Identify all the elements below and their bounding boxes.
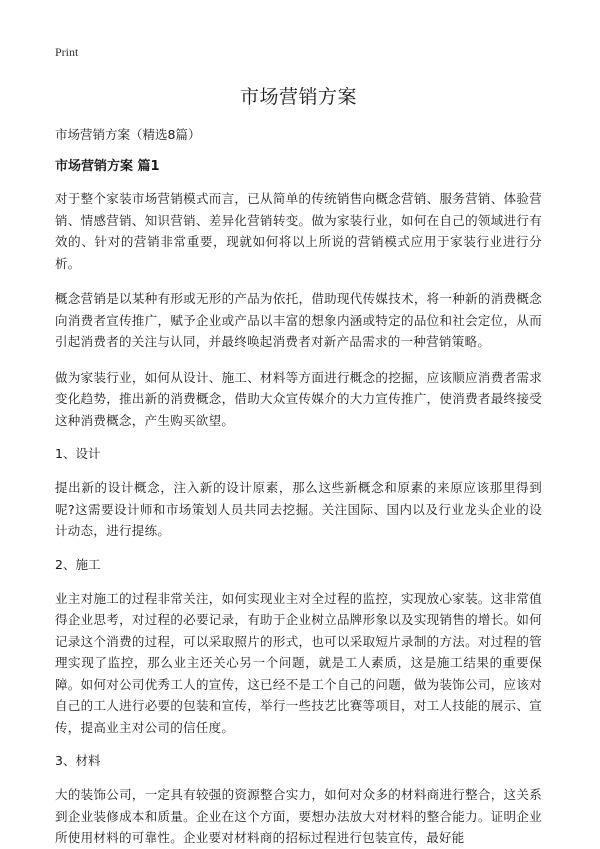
paragraph-intro: 对于整个家装市场营销模式而言，已从简单的传统销售向概念营销、服务营销、体验营销、情感营销、知识营销、差异化营销转变。做为家装行业，如何在自己的领域进行有效的、针对的营销非常重要，现就如何将以上所说的营销模式应用于家装行业进行分析。 [55,191,542,271]
heading-construction: 2、施工 [55,556,101,572]
document-subtitle: 市场营销方案（精选8篇） [55,127,201,142]
paragraph-design: 提出新的设计概念，注入新的设计原素，那么这些新概念和原素的来原应该那里得到呢?这需要设计师和市场策划人员共同去挖掘。关注国际、国内以及行业龙头企业的设计动态，进行提练。 [55,480,542,538]
heading-design: 1、设计 [55,446,101,461]
paragraph-concept-marketing: 概念营销是以某种有形或无形的产品为依托，借助现代传媒技术，将一种新的消费概念向消费者宣传推广，赋予企业或产品以丰富的想象内涵或特定的品位和社会定位，从而引起消费者的关注与认同，并最终唤起消费者对新产品需求的一种营销策略。 [55,291,542,349]
section-title: 市场营销方案 篇1 [55,159,160,174]
paragraph-materials: 大的装饰公司，一定具有较强的资源整合实力，如何对众多的材料商进行整合，这关系到企业装修成本和质量。企业在这个方面，要想办法放大对材料的整合能力。证明企业所使用材料的可靠性。企业要对材料商的招标过程进行包装宣传，最好能 [55,787,542,845]
heading-materials: 3、材料 [55,753,101,768]
paragraph-construction: 业主对施工的过程非常关注，如何实现业主对全过程的监控，实现放心家装。这非常值得企业思考，对过程的必要记录，有助于企业树立品牌形象以及实现销售的增长。如何记录这个消费的过程，可以采取照片的形式，也可以采取短片录制的方法。对过程的管理实现了监控，那么业主还关心另一个问题，就是工人素质，这是施工结果的重要保障。如何对公司优秀工人的宣传，这已经不是工个自己的问题，做为装饰公司，应该对自己的工人进行必要的包装和宣传，举行一些技艺比赛等项目，对工人技能的展示、宣传，提高业主对公司的信任度。 [55,590,542,735]
paragraph-industry: 做为家装行业，如何从设计、施工、材料等方面进行概念的挖掘，应该顺应消费者需求变化趋势，推出新的消费概念，借助大众宣传媒介的大力宣传推广，使消费者最终接受这种消费概念，产生购买欲望。 [55,369,542,428]
print-label: Print [55,45,79,59]
page-title: 市场营销方案 [239,86,357,108]
